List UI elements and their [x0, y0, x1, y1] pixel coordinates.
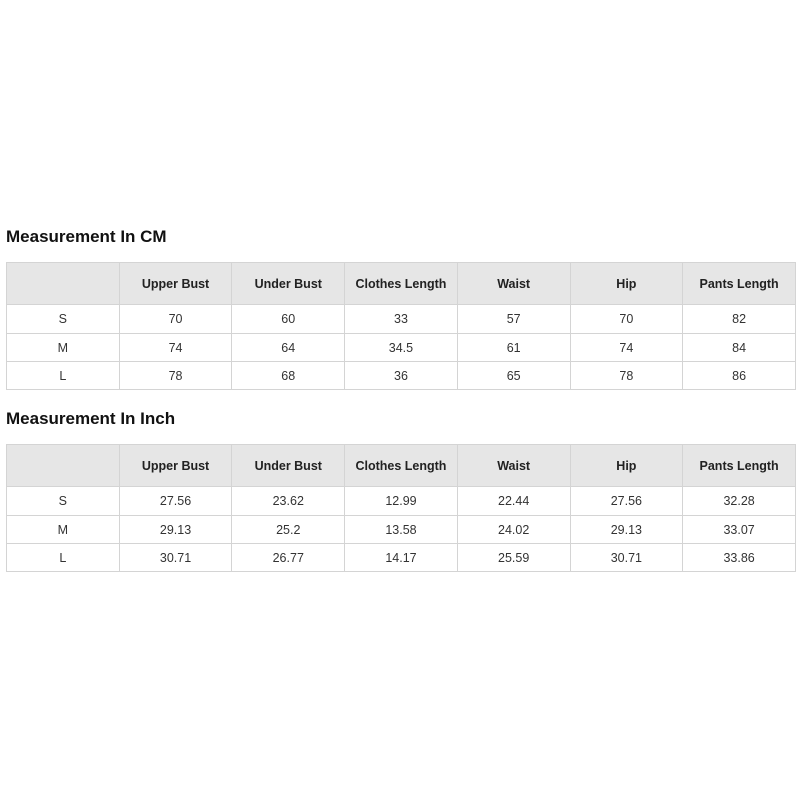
table-cell: 27.56	[570, 487, 683, 516]
table-cell: 30.71	[570, 544, 683, 572]
table-row	[7, 334, 796, 362]
table-cell: 68	[232, 362, 345, 390]
table-row	[7, 516, 796, 544]
table-cell: 86	[683, 362, 796, 390]
table-cell: 78	[119, 362, 232, 390]
size-cell: L	[7, 544, 120, 572]
table-cell: 33.07	[683, 516, 796, 544]
table-row	[7, 544, 796, 572]
table-cell: 24.02	[457, 516, 570, 544]
column-header-upper-bust: Upper Bust	[119, 263, 232, 305]
table-cell: 57	[457, 305, 570, 334]
size-cell: S	[7, 305, 120, 334]
table-row	[7, 305, 796, 334]
size-cell: L	[7, 362, 120, 390]
column-header-clothes-length: Clothes Length	[345, 263, 458, 305]
table-cell: 23.62	[232, 487, 345, 516]
cm-size-table	[6, 262, 796, 390]
size-cell: M	[7, 334, 120, 362]
size-cell: S	[7, 487, 120, 516]
table-cell: 25.2	[232, 516, 345, 544]
table-cell: 70	[119, 305, 232, 334]
table-cell: 74	[570, 334, 683, 362]
table-row	[7, 362, 796, 390]
table-cell: 36	[345, 362, 458, 390]
column-header-size	[7, 263, 120, 305]
column-header-pants-length: Pants Length	[683, 445, 796, 487]
column-header-waist: Waist	[457, 263, 570, 305]
table-cell: 70	[570, 305, 683, 334]
table-cell: 30.71	[119, 544, 232, 572]
table-cell: 60	[232, 305, 345, 334]
column-header-hip: Hip	[570, 263, 683, 305]
table-cell: 34.5	[345, 334, 458, 362]
table-cell: 64	[232, 334, 345, 362]
table-header-row	[7, 445, 796, 487]
table-cell: 82	[683, 305, 796, 334]
inch-section-title: Measurement In Inch	[6, 409, 176, 428]
table-cell: 65	[457, 362, 570, 390]
column-header-upper-bust: Upper Bust	[119, 445, 232, 487]
table-cell: 33	[345, 305, 458, 334]
column-header-hip: Hip	[570, 445, 683, 487]
table-cell: 61	[457, 334, 570, 362]
table-cell: 78	[570, 362, 683, 390]
cm-section-title: Measurement In CM	[6, 227, 167, 246]
table-cell: 29.13	[119, 516, 232, 544]
table-cell: 74	[119, 334, 232, 362]
column-header-waist: Waist	[457, 445, 570, 487]
column-header-size	[7, 445, 120, 487]
table-cell: 12.99	[345, 487, 458, 516]
table-cell: 27.56	[119, 487, 232, 516]
table-cell: 14.17	[345, 544, 458, 572]
column-header-clothes-length: Clothes Length	[345, 445, 458, 487]
inch-size-table	[6, 444, 796, 572]
table-cell: 22.44	[457, 487, 570, 516]
table-header-row	[7, 263, 796, 305]
column-header-under-bust: Under Bust	[232, 263, 345, 305]
column-header-pants-length: Pants Length	[683, 263, 796, 305]
table-cell: 33.86	[683, 544, 796, 572]
table-cell: 84	[683, 334, 796, 362]
size-cell: M	[7, 516, 120, 544]
table-cell: 32.28	[683, 487, 796, 516]
table-cell: 25.59	[457, 544, 570, 572]
table-cell: 26.77	[232, 544, 345, 572]
column-header-under-bust: Under Bust	[232, 445, 345, 487]
table-row	[7, 487, 796, 516]
table-cell: 13.58	[345, 516, 458, 544]
table-cell: 29.13	[570, 516, 683, 544]
